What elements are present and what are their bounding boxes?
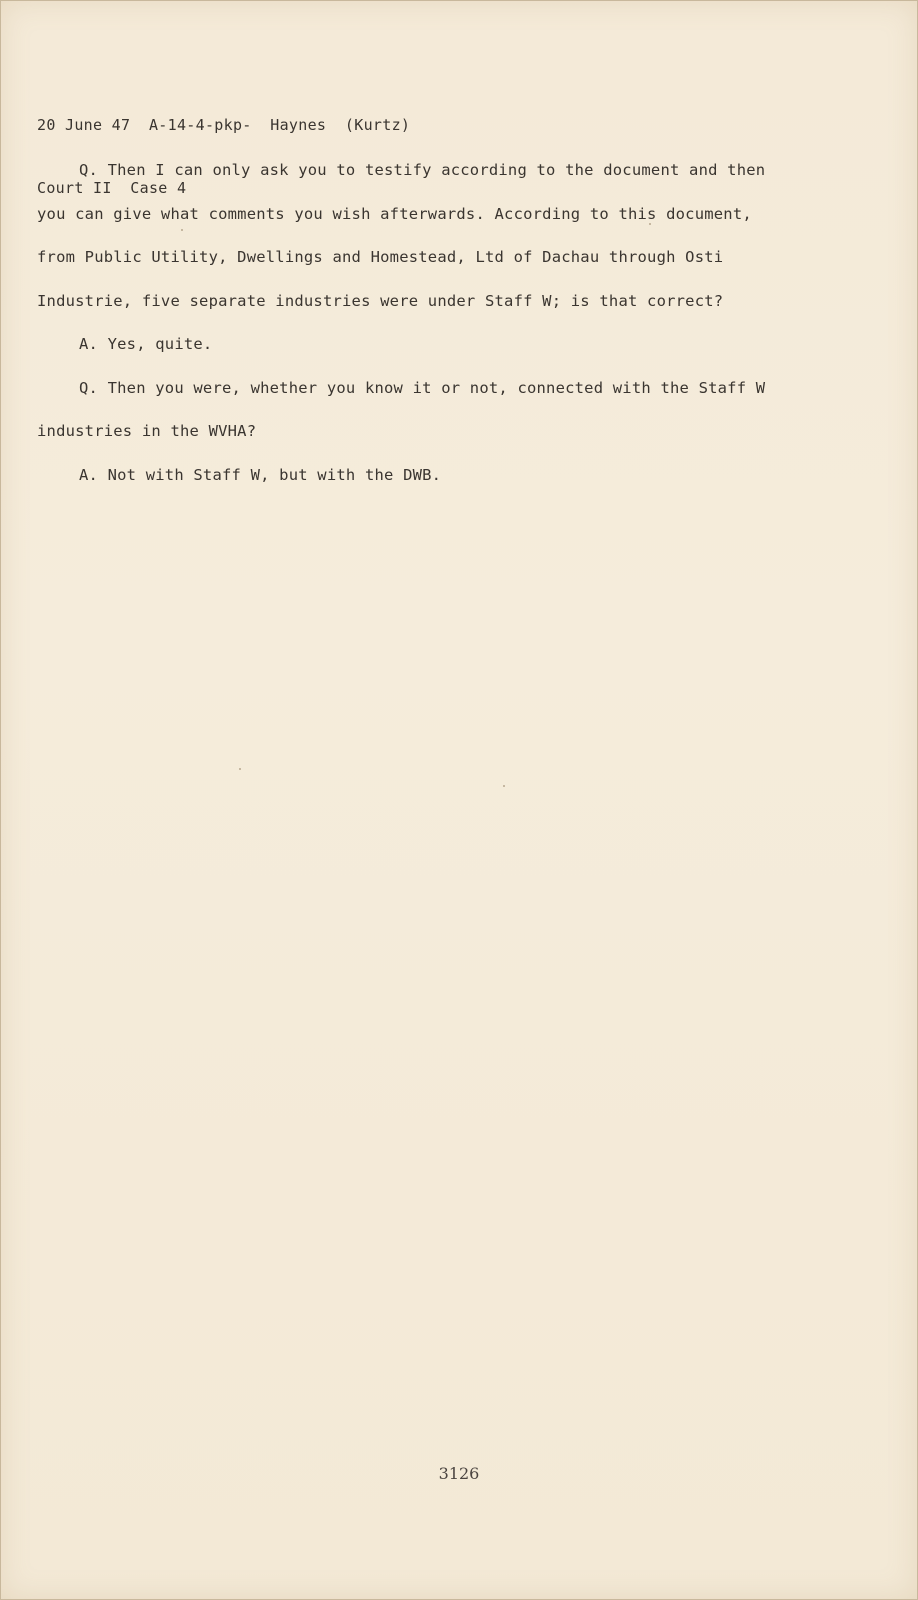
header-date-reference: 20 June 47 A-14-4-pkp- Haynes (Kurtz) (37, 116, 411, 134)
paper-speck (649, 223, 651, 225)
paper-speck (181, 229, 183, 231)
transcript-body (37, 149, 777, 497)
question-paragraph: Q. Then I can only ask you to testify according to the document and then you can give what comments you wish afterwards. According to this document, from Public Utility, Dwellings and Homestead, Ltd of Dachau through Osti Industrie, five separate industries were under Staff W; is that correct? (37, 161, 766, 310)
paper-speck (503, 785, 505, 787)
question-paragraph: Q. Then you were, whether you know it or not, connected with the Staff W industries in the WVHA? (37, 378, 766, 440)
page-number: 3126 (438, 1464, 480, 1483)
paper-speck (239, 768, 241, 770)
header-court-case: Court II Case 4 (37, 179, 187, 197)
answer-paragraph: A. Yes, quite. (79, 335, 213, 353)
answer-paragraph: A. Not with Staff W, but with the DWB. (79, 465, 442, 484)
